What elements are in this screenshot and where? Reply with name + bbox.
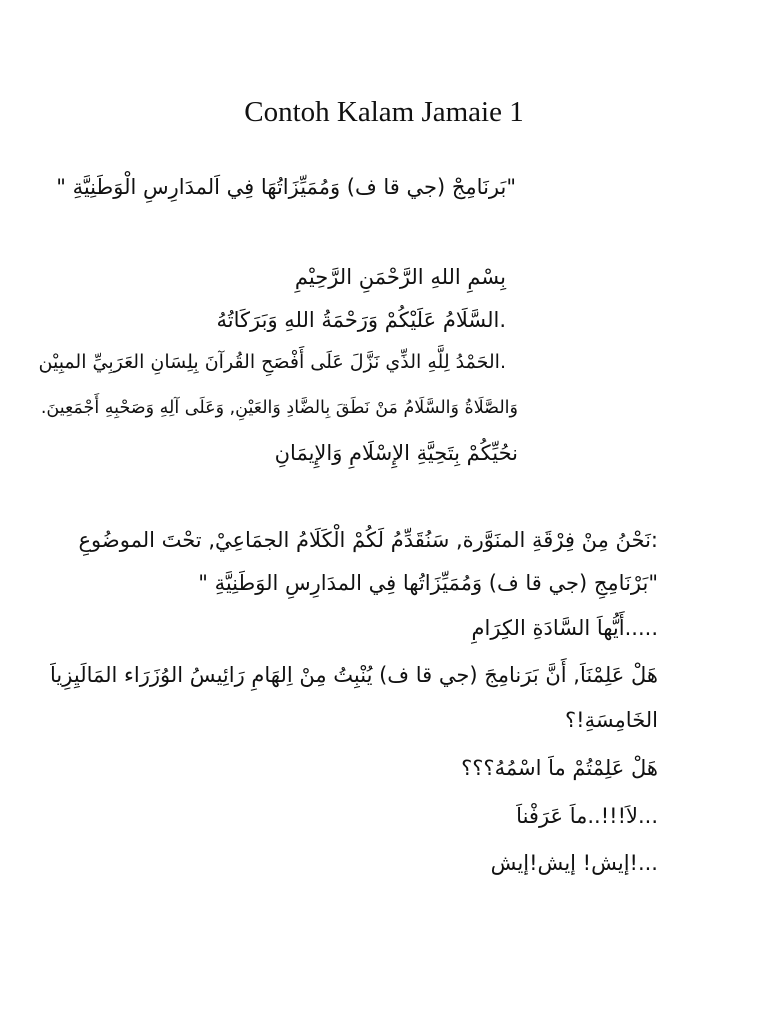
body-line-topic: "بَرْنَامِجِ (جي قا ف) وَمُمَيِّزَاتُها فِي المدَارِسِ الوَطَنِيَّةِ " [198,571,658,595]
body-line-address: .....أَيُّهاَ السَّادَةِ الكِرَامِ [471,616,658,640]
body-line-exclaim: ...!إيش! إيش!إيش [490,851,658,875]
body-line-question: هَلْ عَلِمْنَاَ, أَنَّ بَرَنامِجَ (جي قا ف) يُنْبِتُ مِنْ اِلهَامِ رَائِيسُ الوُزَرَاء المَالَيِزِياَ [50,663,658,687]
opening-line-greeting: نحُيِّكُمْ بِتَحِيَّةِ الإِسْلَامِ وَالإِيمَانِ [274,441,518,465]
body-line-name-question: هَلْ عَلِمْتُمْ ماَ اسْمُهُ؟؟؟ [461,756,658,780]
document-subtitle: "بَرنَامِجْ (جي قا ف) وَمُمَيِّزَاتُهَا فِي اَلمدَارِسِ الْوَطَنِيَّةِ " [56,175,516,199]
document-title: Contoh Kalam Jamaie 1 [244,96,524,128]
body-line-introduction: :نَحْنُ مِنْ فِرْقَةِ المنَوَّرة, سَنُقَدِّمُ لَكُمْ الْكَلَامُ الجمَاعِيْ, تحْتَ الموضُوعِ [78,528,658,552]
opening-line-salam: .السَّلَامُ عَلَيْكُمْ وَرَحْمَةُ اللهِ وَبَرَكَاتُهُ [216,308,506,332]
opening-line-hamdalah: .الحَمْدُ لِلَّهِ الذِّي نَزَّلَ عَلَى أَفْصَحِ القُرآنَ بِلِسَانِ العَرَبِيِّ المبِيْن [38,351,506,373]
body-line-question-cont: الخَامِسَةِ!؟ [565,708,658,732]
opening-line-salawat: وَالصَّلَاةُ وَالسَّلَامُ مَنْ نَطَقَ بِالضَّادِ وَالعَيْنِ, وَعَلَى آلِهِ وَصَحْبِهِ أَجْمَعِينَ. [40,398,518,418]
body-line-answer: ...لاَ!!!..ماَ عَرَفْناَ [516,804,658,828]
opening-line-basmala: بِسْمِ اللهِ الرَّحْمَنِ الرَّحِيْمِ [294,265,506,289]
